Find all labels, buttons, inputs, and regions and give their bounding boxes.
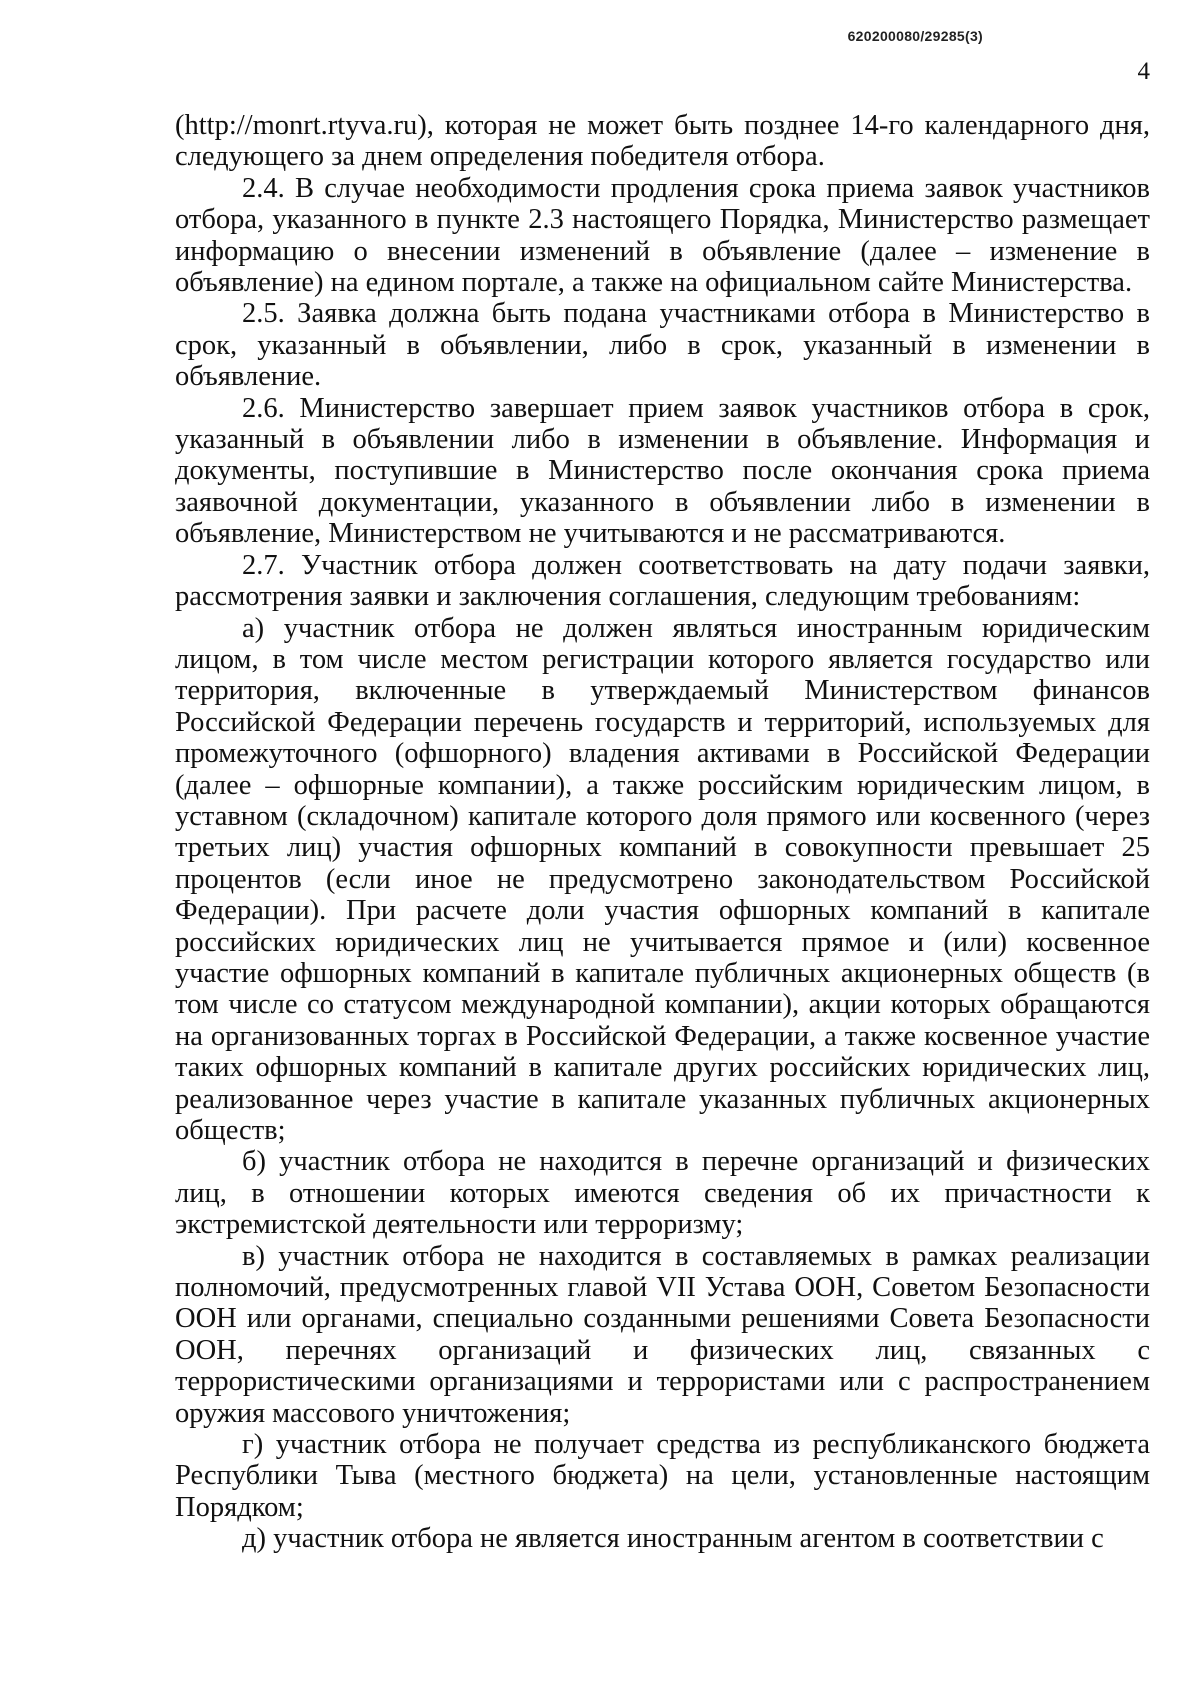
- paragraph-2-4: 2.4. В случае необходимости продления срока приема заявок участников отбора, указанного в пункте 2.3 настоящего Порядка, Министерство размещает информацию о внесении изменений в объявление (далее – изменение в объявление) на едином портале, а также на официальном сайте Министерства.: [175, 172, 1150, 299]
- requirement-item-v: в) участник отбора не находится в составляемых в рамках реализации полномочий, предусмотренных главой VII Устава ООН, Советом Безопасности ООН или органами, специально созданными решениями Совета Безопасности ООН, перечнях организаций и физических лиц, связанных с террористическими организациями и террористами или с распространением оружия массового уничтожения;: [175, 1240, 1150, 1429]
- requirement-item-g: г) участник отбора не получает средства из республиканского бюджета Республики Тыва (местного бюджета) на цели, установленные настоящим Порядком;: [175, 1429, 1150, 1523]
- page-number: 4: [1137, 58, 1150, 85]
- paragraph-2-7: 2.7. Участник отбора должен соответствовать на дату подачи заявки, рассмотрения заявки и заключения соглашения, следующим требованиям:: [175, 549, 1150, 613]
- paragraph-2-6: 2.6. Министерство завершает прием заявок участников отбора в срок, указанный в объявлении либо в изменении в объявление. Информация и документы, поступившие в Министерство после окончания срока приема заявочной документации, указанного в объявлении либо в изменении в объявление, Министерством не учитываются и не рассматриваются.: [175, 392, 1150, 550]
- requirement-item-b: б) участник отбора не находится в перечне организаций и физических лиц, в отношении которых имеются сведения об их причастности к экстремистской деятельности или терроризму;: [175, 1146, 1150, 1241]
- document-registration-number: 620200080/29285(3): [847, 28, 983, 44]
- requirement-item-d: д) участник отбора не является иностранным агентом в соответствии с: [242, 1523, 1104, 1555]
- paragraph-continuation: (http://monrt.rtyva.ru), которая не может быть позднее 14-го календарного дня, следующего за днем определения победителя отбора.: [175, 110, 1150, 173]
- document-body: [175, 110, 1150, 1555]
- paragraph-2-5: 2.5. Заявка должна быть подана участниками отбора в Министерство в срок, указанный в объявлении, либо в срок, указанный в изменении в объявление.: [175, 298, 1150, 393]
- requirement-item-a: а) участник отбора не должен являться иностранным юридическим лицом, в том числе местом регистрации которого является государство или территория, включенные в утверждаемый Министерством финансов Российской Федерации перечень государств и территорий, используемых для промежуточного (офшорного) владения активами в Российской Федерации (далее – офшорные компании), а также российским юридическим лицом, в уставном (складочном) капитале которого доля прямого или косвенного (через третьих лиц) участия офшорных компаний в совокупности превышает 25 процентов (если иное не предусмотрено законодательством Российской Федерации). При расчете доли участия офшорных компаний в капитале российских юридических лиц не учитывается прямое и (или) косвенное участие офшорных компаний в капитале публичных акционерных обществ (в том числе со статусом международной компании), акции которых обращаются на организованных торгах в Российской Федерации, а также косвенное участие таких офшорных компаний в капитале других российских юридических лиц, реализованное через участие в капитале указанных публичных акционерных обществ;: [175, 612, 1150, 1146]
